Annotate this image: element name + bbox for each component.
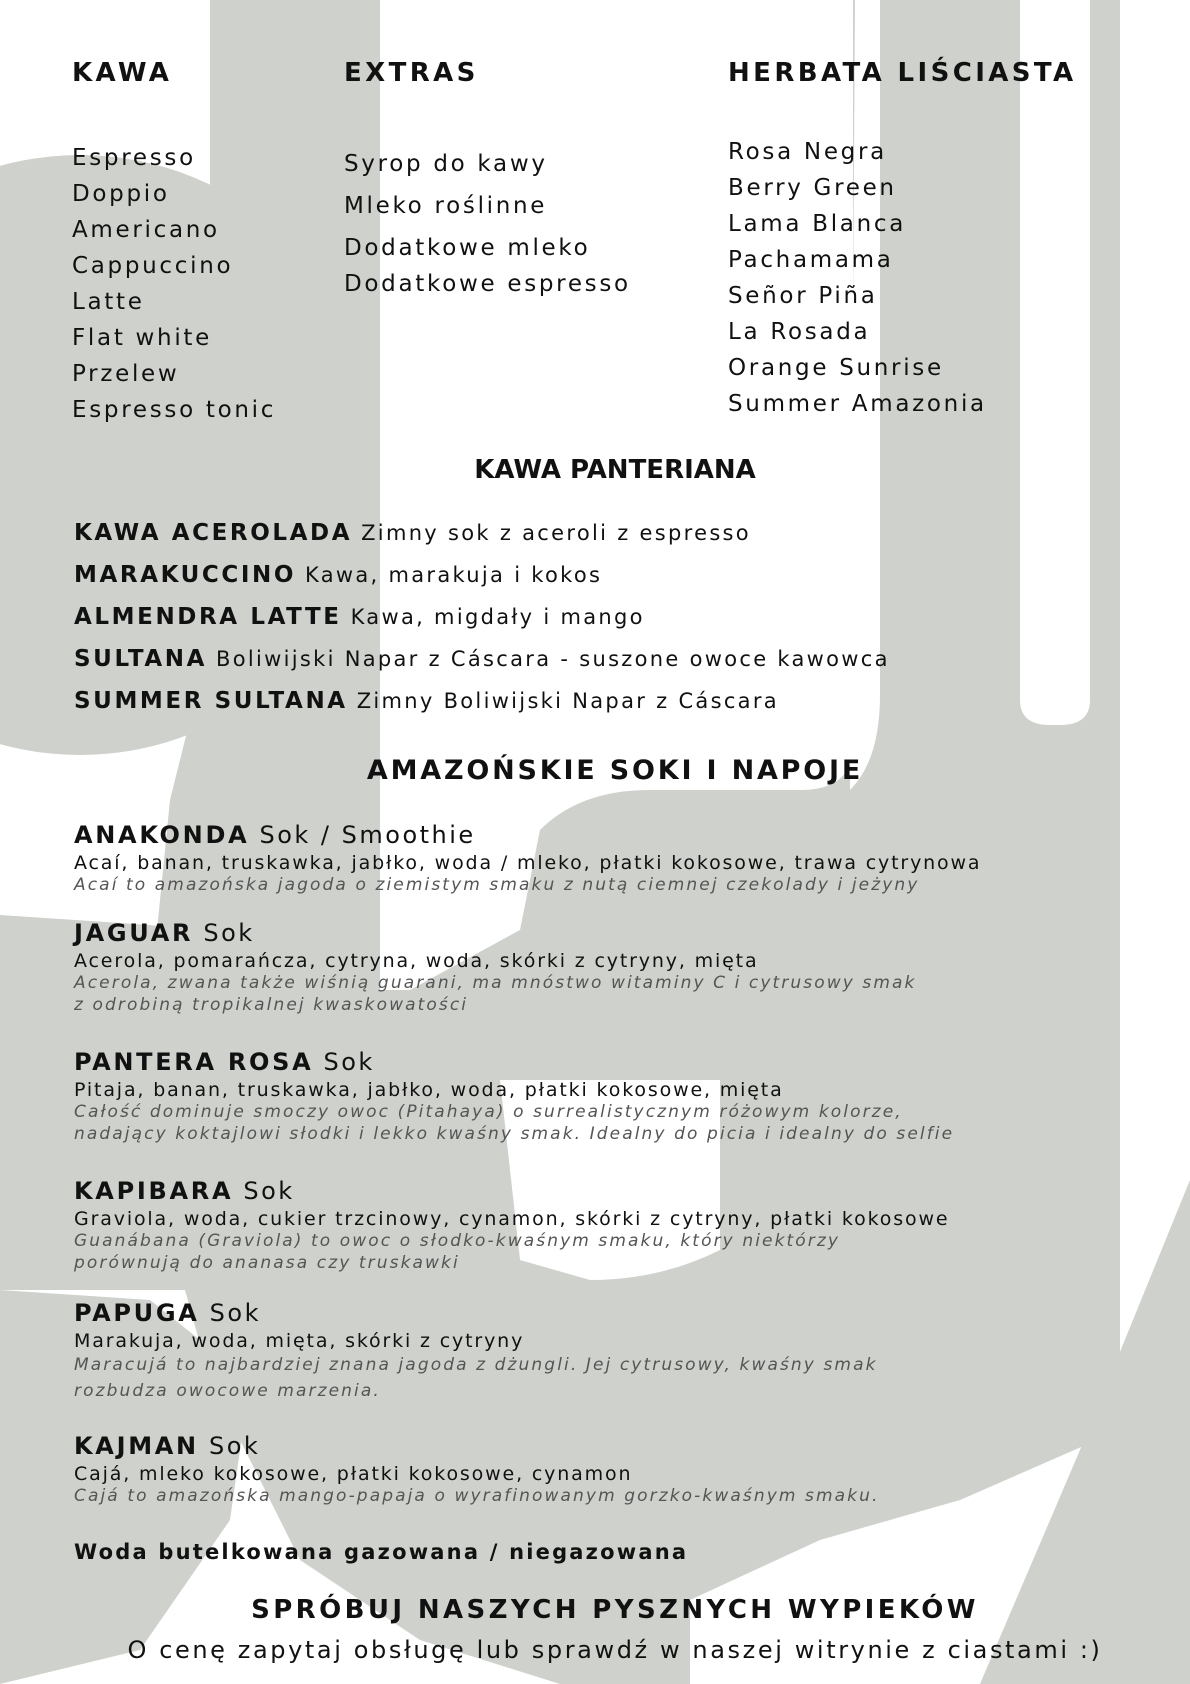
extras-item: Dodatkowe espresso: [344, 271, 631, 297]
panteriana-item-name: ALMENDRA LATTE: [74, 604, 342, 630]
extras-item: Mleko roślinne: [344, 193, 548, 219]
drink-name: PAPUGA: [74, 1299, 200, 1327]
panteriana-item-desc: Zimny Boliwijski Napar z Cáscara: [356, 689, 779, 713]
panteriana-item-desc: Kawa, migdały i mango: [350, 605, 645, 629]
panteriana-title: KAWA PANTERIANA: [474, 455, 756, 485]
kawa-list: [72, 140, 276, 428]
drink-note: Guanábana (Graviola) to owoc o słodko-kwaśnym smaku, który niektórzy porównują do ananasa czy truskawki: [74, 1231, 841, 1273]
panteriana-item: [74, 599, 890, 641]
panteriana-item: [74, 557, 890, 599]
drink-ingredients: Acaí, banan, truskawka, jabłko, woda / mleko, płatki kokosowe, trawa cytrynowa: [74, 852, 982, 874]
panteriana-list: [74, 515, 890, 725]
drink-note: Cajá to amazońska mango-papaja o wyrafinowanym gorzko-kwaśnym smaku.: [74, 1486, 880, 1506]
drink-note: Maracujá to najbardziej znana jagoda z dżungli. Jej cytrusowy, kwaśny smak rozbudza owocowe marzenia.: [74, 1355, 878, 1401]
drink-ingredients: Marakuja, woda, mięta, skórki z cytryny: [74, 1330, 525, 1352]
drink-name: KAJMAN: [74, 1432, 199, 1460]
drink-ingredients: Acerola, pomarańcza, cytryna, woda, skórki z cytryny, mięta: [74, 950, 759, 972]
herbata-item: Señor Piña: [728, 283, 878, 309]
drink-type: Sok: [323, 1048, 375, 1076]
panteriana-item-desc: Kawa, marakuja i kokos: [305, 563, 603, 587]
drink-note: Acaí to amazońska jagoda o ziemistym smaku z nutą ciemnej czekolady i jeżyny: [74, 875, 920, 895]
panteriana-item-name: MARAKUCCINO: [74, 562, 297, 588]
drink-pantera-rosa: [74, 1045, 1134, 1145]
drink-name: JAGUAR: [74, 919, 194, 947]
drink-ingredients: Cajá, mleko kokosowe, płatki kokosowe, cynamon: [74, 1463, 633, 1485]
kawa-item: Flat white: [72, 325, 212, 351]
extras-list: [344, 146, 631, 302]
drink-type: Sok / Smoothie: [259, 821, 476, 849]
pastry-cta-subtitle: O cenę zapytaj obsługę lub sprawdź w naszej witrynie z ciastami :): [127, 1636, 1103, 1664]
kawa-item: Doppio: [72, 181, 170, 207]
drink-kajman: [74, 1429, 1134, 1507]
drink-ingredients: Graviola, woda, cukier trzcinowy, cynamon, skórki z cytryny, płatki kokosowe: [74, 1208, 950, 1230]
panteriana-item-name: KAWA ACEROLADA: [74, 520, 353, 546]
kawa-item: Przelew: [72, 361, 180, 387]
drink-name: ANAKONDA: [74, 821, 250, 849]
panteriana-item-name: SUMMER SULTANA: [74, 688, 348, 714]
drink-type: Sok: [203, 919, 255, 947]
drink-note: Całość dominuje smoczy owoc (Pitahaya) o surrealistycznym różowym kolorze, nadający koktajlowi słodki i lekko kwaśny smak. Idealny do picia i idealny do selfie: [74, 1102, 955, 1144]
extras-item: Dodatkowe mleko: [344, 235, 591, 261]
panteriana-item-name: SULTANA: [74, 646, 208, 672]
drink-heading: [74, 1174, 1134, 1208]
drink-name: KAPIBARA: [74, 1177, 234, 1205]
herbata-item: Orange Sunrise: [728, 355, 944, 381]
drink-name: PANTERA ROSA: [74, 1048, 314, 1076]
water-line: Woda butelkowana gazowana / niegazowana: [74, 1540, 689, 1564]
drink-heading: [74, 1296, 1134, 1330]
drink-type: Sok: [243, 1177, 295, 1205]
drink-ingredients: Pitaja, banan, truskawka, jabłko, woda, płatki kokosowe, mięta: [74, 1079, 784, 1101]
herbata-list: [728, 134, 987, 422]
soki-title: AMAZOŃSKIE SOKI I NAPOJE: [366, 755, 864, 786]
herbata-item: Rosa Negra: [728, 139, 887, 165]
drink-kapibara: [74, 1174, 1134, 1274]
panteriana-item: [74, 515, 890, 557]
extras-title: EXTRAS: [344, 58, 479, 88]
kawa-item: Espresso: [72, 145, 196, 171]
panteriana-item: [74, 683, 890, 725]
kawa-item: Cappuccino: [72, 253, 234, 279]
kawa-item: Espresso tonic: [72, 397, 277, 423]
kawa-title: KAWA: [72, 58, 173, 88]
herbata-title: HERBATA LIŚCIASTA: [728, 58, 1077, 88]
herbata-item: Pachamama: [728, 247, 894, 273]
panteriana-item-desc: Zimny sok z aceroli z espresso: [361, 521, 751, 545]
drink-heading: [74, 1045, 1134, 1079]
herbata-item: La Rosada: [728, 319, 871, 345]
drink-heading: [74, 1429, 1134, 1463]
drink-anakonda: [74, 818, 1134, 896]
herbata-item: Berry Green: [728, 175, 897, 201]
panteriana-item: [74, 641, 890, 683]
drink-jaguar: [74, 916, 1134, 1016]
drink-heading: [74, 916, 1134, 950]
drink-type: Sok: [209, 1299, 261, 1327]
drink-heading: [74, 818, 1134, 852]
pastry-cta-title: SPRÓBUJ NASZYCH PYSZNYCH WYPIEKÓW: [251, 1595, 979, 1625]
extras-item: Syrop do kawy: [344, 151, 548, 177]
drink-note: Acerola, zwana także wiśnią guarani, ma mnóstwo witaminy C i cytrusowy smak z odrobiną tropikalnej kwaskowatości: [74, 973, 917, 1015]
drink-papuga: [74, 1296, 1134, 1404]
herbata-item: Lama Blanca: [728, 211, 906, 237]
drink-type: Sok: [209, 1432, 261, 1460]
kawa-item: Americano: [72, 217, 220, 243]
panteriana-item-desc: Boliwijski Napar z Cáscara - suszone owoce kawowca: [216, 647, 890, 671]
herbata-item: Summer Amazonia: [728, 391, 987, 417]
kawa-item: Latte: [72, 289, 145, 315]
